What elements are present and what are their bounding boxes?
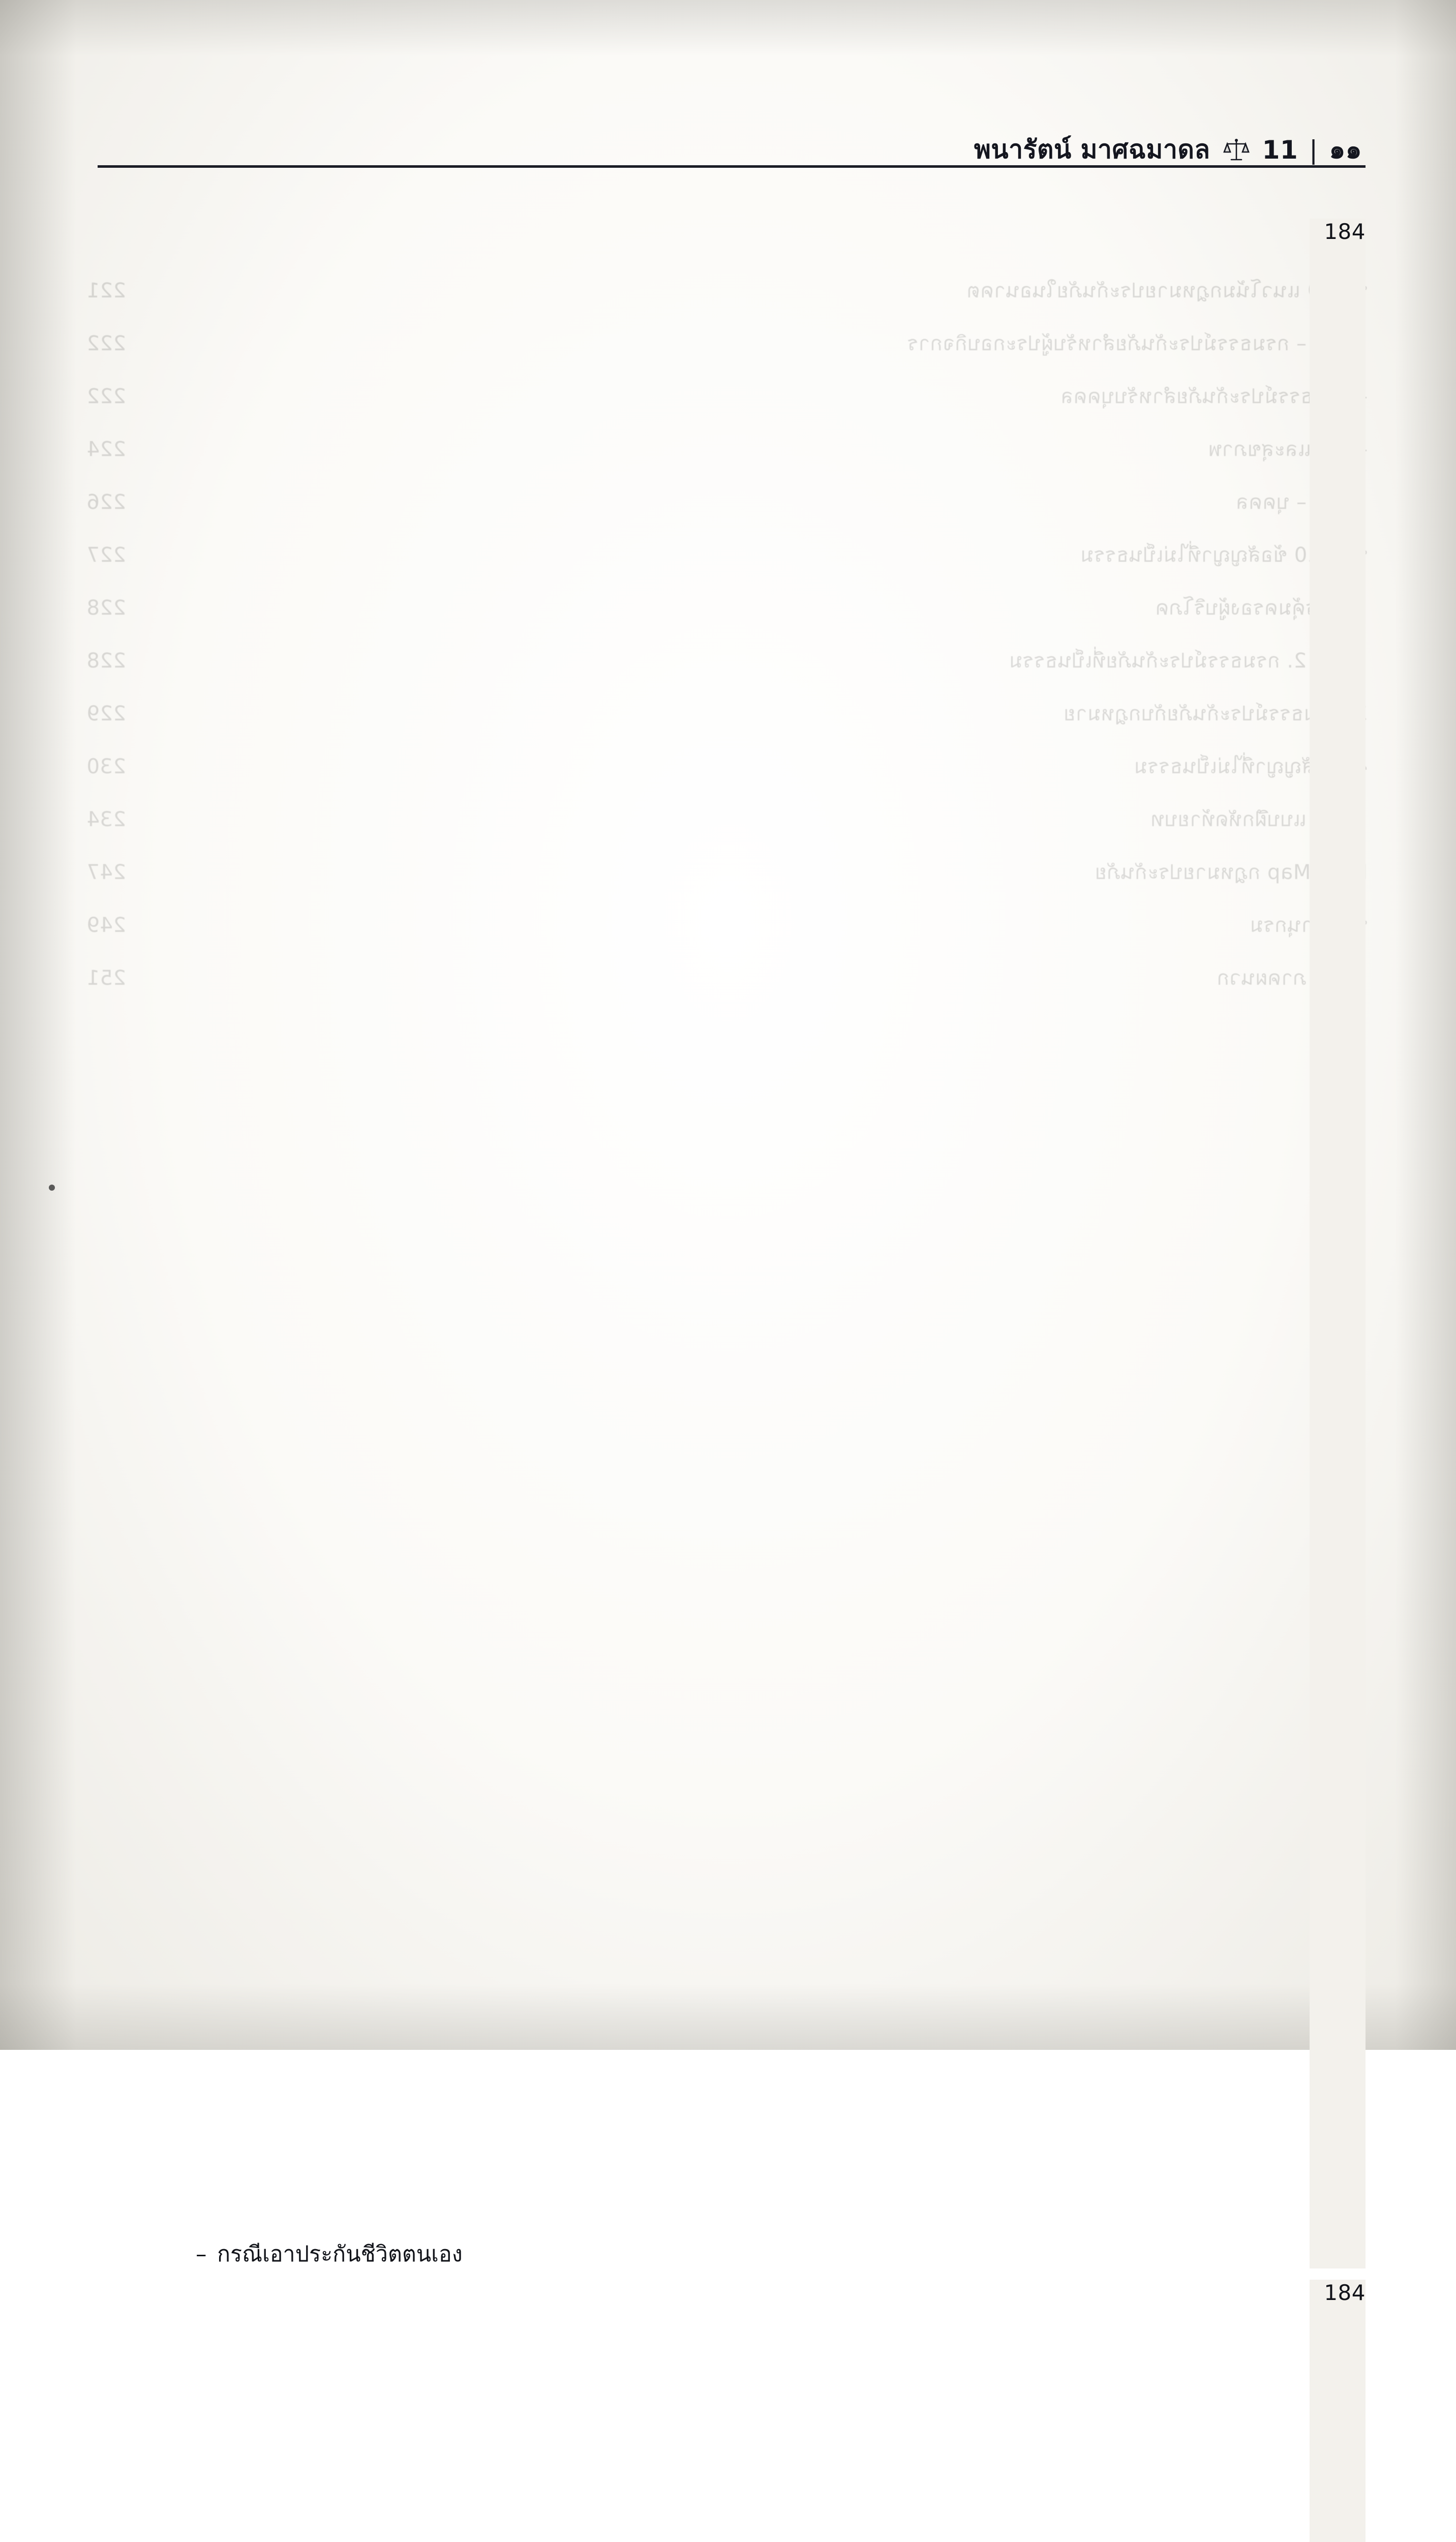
toc-row[interactable]: [102, 2280, 1366, 2542]
toc-entry-label: [196, 2241, 463, 2268]
toc-page-number: 184: [1310, 219, 1366, 2268]
scales-of-justice-icon: [1223, 136, 1250, 164]
header-rule: [98, 165, 1366, 168]
toc-page-number: 184: [1310, 2280, 1366, 2542]
toc-entry-title: กรณีเอาประกันชีวิตตนเอง: [217, 2242, 463, 2267]
header-separator: |: [1309, 135, 1318, 165]
table-of-contents: [102, 219, 1366, 2542]
page-smudge-mark: [49, 1185, 55, 1191]
toc-dash-marker: –: [196, 2242, 207, 2267]
header-author-name: พนารัตน์ มาศฉมาดล: [974, 135, 1210, 164]
header-page-number-thai: ๑๑: [1329, 135, 1362, 164]
header-page-number-arabic: 11: [1262, 135, 1298, 165]
toc-row[interactable]: [102, 219, 1366, 2268]
page-header: [107, 130, 1362, 170]
